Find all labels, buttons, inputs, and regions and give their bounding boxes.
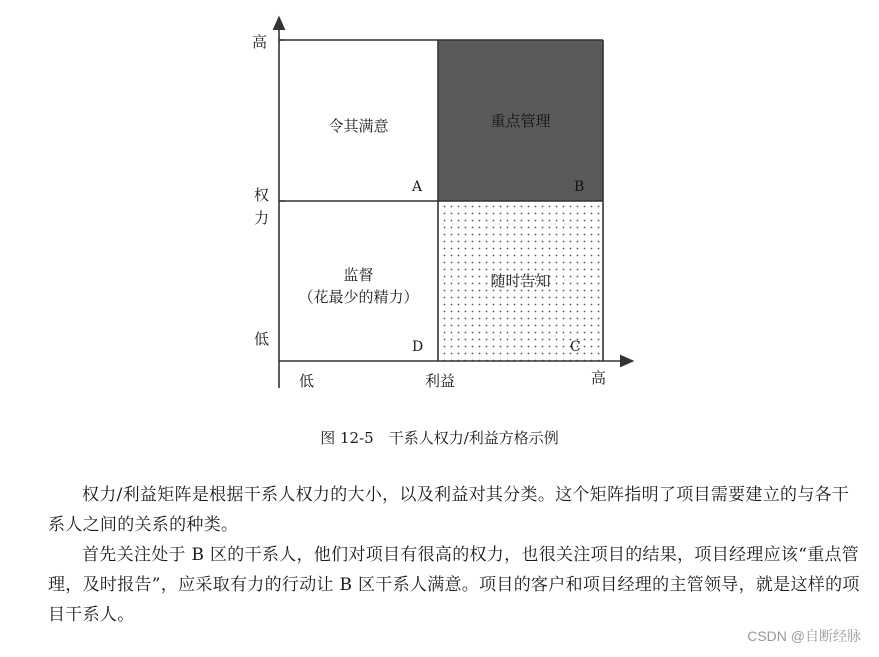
x-axis-label: 利益 (425, 372, 456, 390)
quadrant-b-title: 重点管理 (490, 112, 551, 130)
y-axis-low-label: 低 (254, 330, 270, 348)
csdn-watermark: CSDN @自断经脉 (747, 628, 861, 644)
x-axis-low-label: 低 (299, 372, 315, 390)
quadrant-d-title: 监督 (343, 266, 374, 284)
quadrant-c-title: 随时告知 (490, 272, 551, 290)
paragraph-1: 权力/利益矩阵是根据干系人权力的大小，以及利益对其分类。这个矩阵指明了项目需要建立的与各干系人之间的关系的种类。 (48, 485, 850, 535)
quadrant-c-letter: C (570, 339, 581, 355)
quadrant-a-title: 令其满意 (328, 117, 389, 135)
paragraph-2: 首先关注处于 B 区的干系人，他们对项目有很高的权力，也很关注项目的结果，项目经理应该“重点管理，及时报告”，应采取有力的行动让 B 区干系人满意。项目的客户和项目经理的主管领导，就是这样的项目干系人。 (48, 545, 860, 625)
y-axis-label-line1: 权 (254, 186, 270, 204)
y-axis-label-line2: 力 (254, 209, 270, 227)
quadrant-d-subtitle: （花最少的精力） (298, 288, 419, 306)
x-axis-high-label: 高 (591, 369, 607, 387)
quadrant-b-letter: B (574, 179, 585, 195)
quadrant-d-letter: D (412, 339, 424, 355)
body-text (48, 480, 866, 630)
figure-caption: 图 12-5 干系人权力/利益方格示例 (320, 429, 559, 447)
quadrant-a-letter: A (412, 179, 423, 195)
y-axis-high-label: 高 (252, 33, 268, 51)
